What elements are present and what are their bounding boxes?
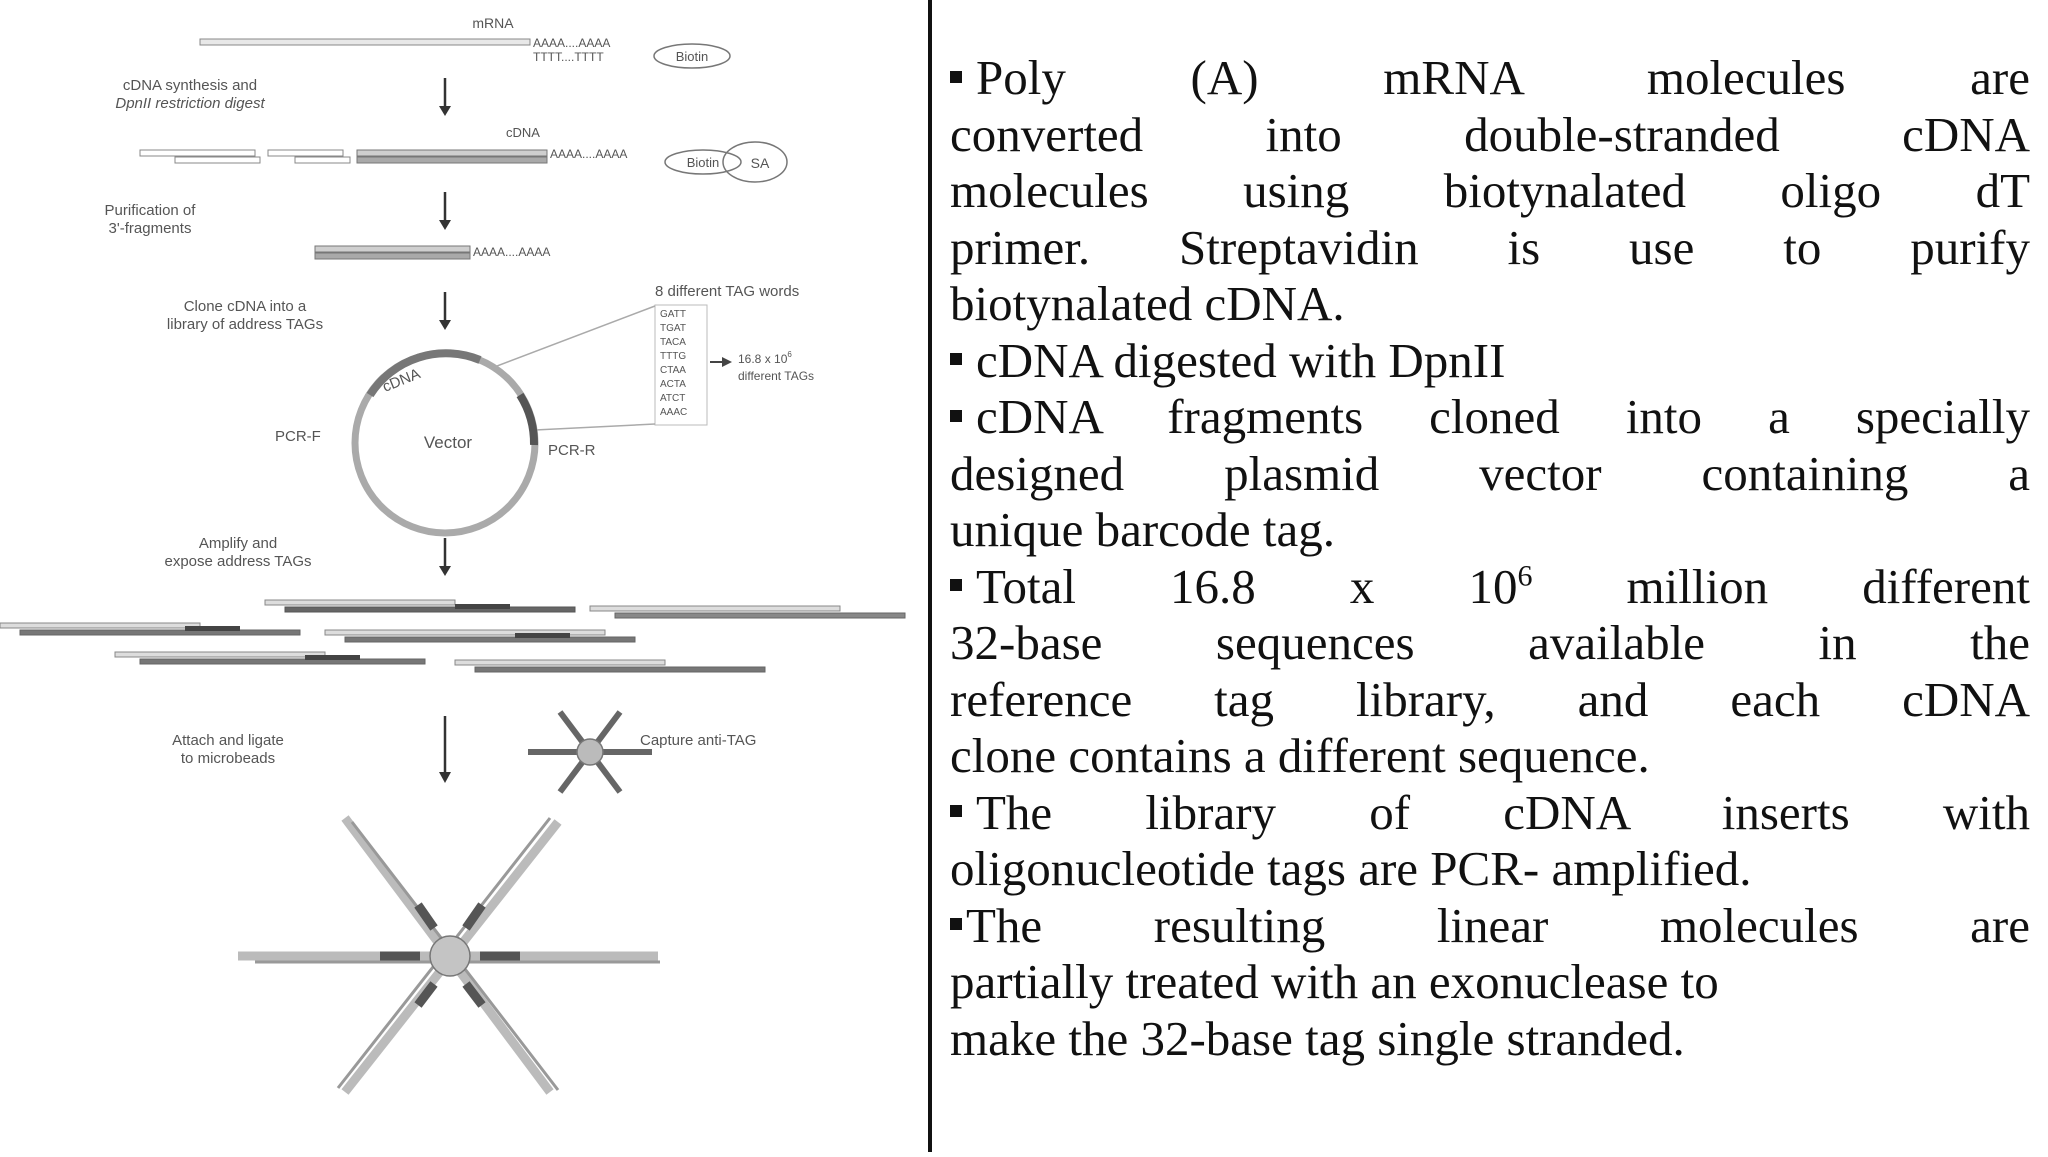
bullet-square-icon bbox=[950, 353, 962, 365]
label-cdna: cDNA bbox=[506, 125, 540, 140]
step5-label-line2: to microbeads bbox=[180, 750, 276, 767]
bullet-4-line-1: Total 16.8 x $10^6$ million different bbox=[950, 559, 2030, 616]
bullet-square-icon bbox=[950, 410, 962, 422]
panel-divider bbox=[928, 0, 932, 1152]
label-polya-2: AAAA....AAAA bbox=[550, 147, 628, 161]
arrow-down-icon bbox=[439, 538, 451, 576]
bullet-4-line-4: clone contains a different sequence. bbox=[950, 728, 1650, 783]
bullet-4-line-3: reference tag library, and each cDNA bbox=[950, 671, 2030, 727]
tag-word: AAAC bbox=[660, 407, 688, 418]
label-tag-count: 16.8 x $10^6$ bbox=[738, 350, 792, 366]
arrow-down-icon bbox=[439, 292, 451, 330]
bullet-square-icon bbox=[950, 918, 962, 930]
step3-label-line1: Clone cDNA into a bbox=[183, 298, 307, 315]
arrow-down-icon bbox=[439, 716, 451, 783]
step4-label-line2: expose address TAGs bbox=[164, 553, 312, 570]
mrna-strand bbox=[200, 39, 530, 45]
label-biotin-1: Biotin bbox=[675, 49, 709, 64]
label-tag-count-line2: different TAGs bbox=[738, 369, 815, 383]
cdna-fragment-4 bbox=[295, 157, 350, 163]
step1-label-line2: DpnII restriction digest bbox=[115, 95, 265, 112]
bullet-3-line-3: unique barcode tag. bbox=[950, 502, 1336, 557]
tag-word: ACTA bbox=[660, 379, 686, 390]
step1-label-line1: cDNA synthesis and bbox=[122, 77, 258, 94]
label-pcr-f: PCR-F bbox=[275, 428, 321, 445]
step5-label-line1: Attach and ligate bbox=[172, 732, 284, 749]
label-polya-top: AAAA....AAAA bbox=[533, 36, 611, 50]
amplified-molecules bbox=[0, 600, 905, 672]
arrow-down-icon bbox=[439, 78, 451, 116]
cdna-fragment-3prime-b bbox=[357, 157, 547, 163]
step3-label-line2: library of address TAGs bbox=[166, 316, 324, 333]
callout-line bbox=[535, 424, 655, 430]
cdna-fragment-3prime bbox=[357, 150, 547, 156]
label-mrna: mRNA bbox=[472, 15, 514, 31]
cdna-fragment-2 bbox=[175, 157, 260, 163]
label-pcr-r: PCR-R bbox=[548, 442, 596, 459]
arrow-right-icon bbox=[710, 357, 732, 367]
label-polya-3: AAAA....AAAA bbox=[473, 245, 551, 259]
tag-word: TACA bbox=[660, 337, 686, 348]
step2-label-line2: 3'-fragments bbox=[108, 220, 192, 237]
label-sa: SA bbox=[750, 155, 770, 171]
label-biotin-2: Biotin bbox=[686, 155, 720, 170]
bullet-square-icon bbox=[950, 71, 962, 83]
bullet-square-icon bbox=[950, 805, 962, 817]
tag-word: CTAA bbox=[660, 365, 686, 376]
label-vector: Vector bbox=[423, 433, 473, 452]
bullet-3-line-2: designed plasmid vector containing a bbox=[950, 445, 2030, 501]
bullet-1-line-3: molecules using biotynalated oligo dT bbox=[950, 163, 2030, 218]
tag-word: ATCT bbox=[660, 393, 686, 404]
label-tag-words-title: 8 different TAG words bbox=[655, 283, 800, 300]
label-capture: Capture anti-TAG bbox=[640, 732, 757, 749]
cdna-fragment-1 bbox=[140, 150, 255, 156]
bullet-square-icon bbox=[950, 579, 962, 591]
bullet-5-line-2: oligonucleotide tags are PCR- amplified. bbox=[950, 841, 1752, 896]
purified-fragment-bottom bbox=[315, 253, 470, 259]
bullet-1-line-1: Poly (A) mRNA molecules are bbox=[950, 50, 2030, 107]
workflow-diagram bbox=[0, 0, 930, 1152]
bullet-6-line-3: make the 32-base tag single stranded. bbox=[950, 1010, 1685, 1066]
workflow-diagram-panel bbox=[0, 0, 930, 1152]
arrow-down-icon bbox=[439, 192, 451, 230]
microbead-assembly bbox=[238, 818, 660, 1092]
bullet-1-line-4: primer. Streptavidin is use to purify bbox=[950, 219, 2030, 275]
step4-label-line1: Amplify and bbox=[198, 535, 278, 552]
tag-word: TGAT bbox=[660, 323, 686, 334]
bullet-4-line-2: 32-base sequences available in the bbox=[950, 615, 2030, 670]
capture-bead-icon bbox=[528, 712, 652, 792]
purified-fragment-top bbox=[315, 246, 470, 252]
bullet-6-line-1: The resulting linear molecules are bbox=[950, 898, 2030, 955]
bullet-5-line-1: The library of cDNA inserts with bbox=[950, 785, 2030, 842]
step2-label-line1: Purification of bbox=[104, 202, 196, 219]
tag-word: TTTG bbox=[660, 351, 687, 362]
bullet-1-line-5: biotynalated cDNA. bbox=[950, 276, 1345, 331]
description-text bbox=[950, 50, 2030, 1067]
bullet-2-line-1: cDNA digested with DpnII bbox=[950, 333, 2030, 390]
cdna-fragment-3 bbox=[268, 150, 343, 156]
bullet-6-line-2: partially treated with an exonuclease to bbox=[950, 954, 1719, 1009]
bullet-3-line-1: cDNA fragments cloned into a specially bbox=[950, 389, 2030, 446]
label-vector-cdna: cDNA bbox=[380, 365, 423, 396]
label-polyt-top: TTTT....TTTT bbox=[533, 50, 604, 64]
tag-word: GATT bbox=[660, 309, 686, 320]
bullet-1-line-2: converted into double-stranded cDNA bbox=[950, 106, 2030, 162]
